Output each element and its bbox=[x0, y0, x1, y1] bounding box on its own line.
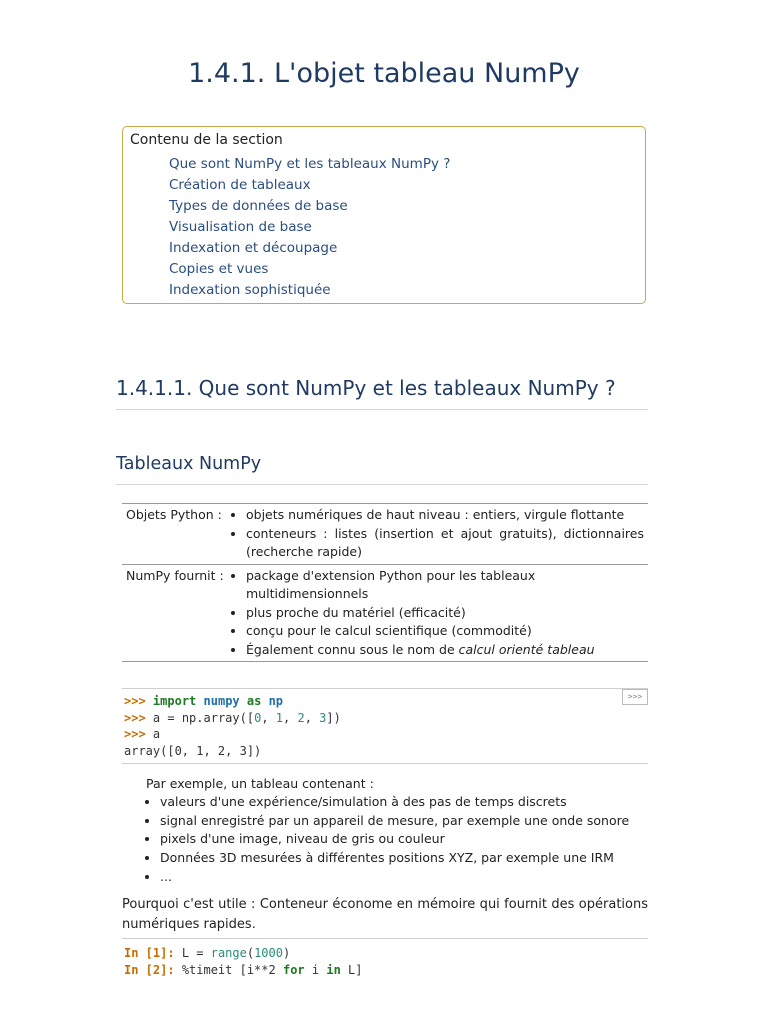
code-prompt: >>> bbox=[124, 694, 146, 708]
list-item: • conçu pour le calcul scientifique (commodité) bbox=[246, 622, 644, 641]
code-keyword: as bbox=[246, 694, 262, 708]
ipython-prompt: In [1]: bbox=[124, 946, 175, 960]
list-item: • Données 3D mesurées à différentes positions XYZ, par exemple une IRM bbox=[160, 849, 629, 868]
code-prompt: >>> bbox=[124, 710, 146, 725]
example-intro: Par exemple, un tableau contenant : bbox=[146, 776, 374, 791]
table-row bbox=[122, 564, 648, 662]
code-number: 0 bbox=[254, 710, 262, 725]
list-item: • pixels d'une image, niveau de gris ou couleur bbox=[160, 830, 629, 849]
list-item: • conteneurs : listes (insertion et ajout gratuits), dictionnaires (recherche rapide) bbox=[246, 525, 644, 562]
examples-list bbox=[146, 793, 629, 887]
toc-link[interactable]: Indexation et découpage bbox=[169, 240, 338, 256]
emphasis-text: calcul orienté tableau bbox=[458, 641, 595, 657]
row-value bbox=[228, 504, 648, 565]
code-keyword: import bbox=[152, 694, 197, 708]
code-token: %timeit [i**2 bbox=[181, 962, 283, 977]
code-keyword: in bbox=[326, 962, 341, 977]
toc-link[interactable]: Que sont NumPy et les tableaux NumPy ? bbox=[169, 156, 451, 172]
list-item: • signal enregistré par un appareil de mesure, par exemple une onde sonore bbox=[160, 812, 629, 831]
row-key: NumPy fournit : bbox=[122, 564, 228, 662]
ipython-prompt: In [2]: bbox=[124, 962, 175, 977]
code-token: ]) bbox=[326, 710, 341, 725]
code-number: 1000 bbox=[254, 946, 283, 960]
row-value bbox=[228, 564, 648, 662]
code-text: >>> import numpy as np >>> a = np.array([0, 1, 2, 3]) >>> a array([0, 1, 2, 3]) bbox=[124, 694, 341, 758]
why-paragraph: Pourquoi c'est utile : Conteneur économe en mémoire qui fournit des opérations numériques rapides. bbox=[122, 897, 648, 932]
code-module: numpy bbox=[203, 694, 240, 708]
section-divider bbox=[116, 409, 648, 410]
row-key: Objets Python : bbox=[122, 504, 228, 565]
code-token: a = np.array([ bbox=[152, 710, 255, 725]
code-text: In [1]: L = range(1000) In [2]: %timeit [i**2 for i in L] bbox=[124, 946, 363, 977]
code-token: a bbox=[152, 727, 161, 741]
info-table bbox=[122, 503, 648, 662]
toggle-prompt-button[interactable]: >>> bbox=[622, 689, 648, 705]
section-contents-box bbox=[122, 126, 646, 304]
code-prompt: >>> bbox=[124, 727, 146, 741]
page-title: 1.4.1. L'objet tableau NumPy bbox=[188, 58, 580, 89]
code-module: np bbox=[268, 694, 284, 708]
toc-link[interactable]: Visualisation de base bbox=[169, 219, 312, 235]
list-item: • package d'extension Python pour les tableaux multidimensionnels bbox=[246, 567, 644, 604]
list-item: • objets numériques de haut niveau : entiers, virgule flottante bbox=[246, 506, 644, 525]
code-block bbox=[122, 688, 648, 764]
code-number: 1 bbox=[275, 710, 283, 725]
list-item bbox=[246, 641, 644, 660]
code-token: L = bbox=[181, 946, 211, 960]
toc-heading: Contenu de la section bbox=[130, 132, 283, 148]
ipython-code-block bbox=[122, 938, 648, 977]
list-item: • valeurs d'une expérience/simulation à des pas de temps discrets bbox=[160, 793, 629, 812]
subsection-divider bbox=[116, 484, 648, 485]
subsection-heading: Tableaux NumPy bbox=[116, 454, 262, 474]
toc-link[interactable]: Indexation sophistiquée bbox=[169, 282, 331, 298]
toc-link[interactable]: Copies et vues bbox=[169, 261, 269, 277]
table-row bbox=[122, 504, 648, 565]
code-keyword: for bbox=[282, 962, 305, 977]
toc-link[interactable]: Création de tableaux bbox=[169, 177, 311, 193]
list-item: • ... bbox=[160, 868, 629, 887]
code-number: 2 bbox=[297, 710, 305, 725]
code-token: L] bbox=[340, 962, 363, 977]
section-heading: 1.4.1.1. Que sont NumPy et les tableaux NumPy ? bbox=[116, 376, 616, 400]
code-output: array([0, 1, 2, 3]) bbox=[124, 743, 262, 758]
list-item-text: Également connu sous le nom de bbox=[246, 641, 459, 657]
code-number: 3 bbox=[319, 710, 327, 725]
toc-link[interactable]: Types de données de base bbox=[169, 198, 348, 214]
code-builtin: range bbox=[210, 946, 247, 960]
toc-list bbox=[169, 154, 450, 301]
list-item: • plus proche du matériel (efficacité) bbox=[246, 604, 644, 623]
code-token: i bbox=[304, 962, 327, 977]
